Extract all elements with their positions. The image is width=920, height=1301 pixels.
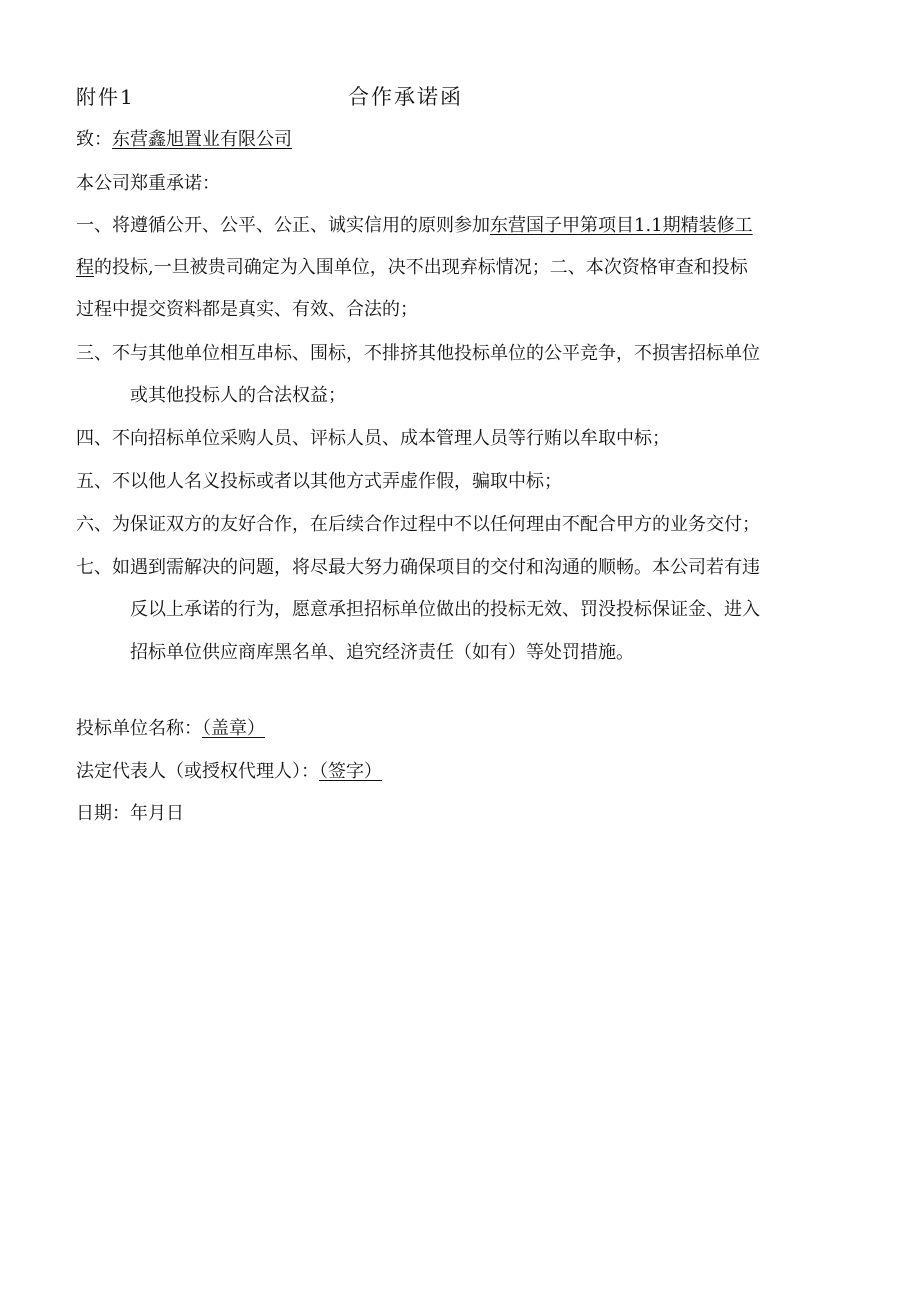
item-1-line-3: 过程中提交资料都是真实、有效、合法的； xyxy=(76,299,418,320)
item-7-line-2: 反以上承诺的行为，愿意承担招标单位做出的投标无效、罚没投标保证金、进入 xyxy=(130,599,760,620)
bidder-name-line xyxy=(76,717,265,741)
date-line: 日期：年月日 xyxy=(76,803,184,824)
item-1-line-1 xyxy=(76,214,753,238)
project-name: 东营国子甲第项目1.1期精装修工 xyxy=(490,215,753,236)
item-3-line-1: 三、不与其他单位相互串标、围标，不排挤其他投标单位的公平竞争，不损害招标单位 xyxy=(76,343,760,364)
attachment-label: 附件1 xyxy=(76,85,135,109)
representative-line xyxy=(76,760,382,784)
item-1-text: 一、将遵循公开、公平、公正、诚实信用的原则参加 xyxy=(76,215,490,236)
item-4-line: 四、不向招标单位采购人员、评标人员、成本管理人员等行贿以牟取中标； xyxy=(76,428,670,449)
item-6-line: 六、为保证双方的友好合作，在后续合作过程中不以任何理由不配合甲方的业务交付； xyxy=(76,514,760,535)
document-title: 合作承诺函 xyxy=(348,85,463,109)
representative-label: 法定代表人（或授权代理人）： xyxy=(76,761,319,782)
representative-signature-field: （签字） xyxy=(319,761,382,782)
item-7-line-1: 七、如遇到需解决的问题，将尽最大努力确保项目的交付和沟通的顺畅。本公司若有违 xyxy=(76,557,760,578)
attachment-label-row xyxy=(76,85,135,111)
addressee-prefix: 致： xyxy=(76,129,112,150)
item-1-line-2 xyxy=(76,256,748,280)
bidder-name-label: 投标单位名称： xyxy=(76,718,202,739)
addressee-company: 东营鑫旭置业有限公司 xyxy=(112,129,292,150)
intro-line: 本公司郑重承诺： xyxy=(76,173,220,194)
item-7-line-3: 招标单位供应商库黑名单、追究经济责任（如有）等处罚措施。 xyxy=(130,642,634,663)
item-3-line-2: 或其他投标人的合法权益； xyxy=(130,385,346,406)
bidder-seal-field: （盖章） xyxy=(202,718,265,739)
addressee-line xyxy=(76,128,292,152)
project-name-continued: 程 xyxy=(76,257,94,278)
item-1-text-continued: 的投标,一旦被贵司确定为入围单位，决不出现弃标情况；二、本次资格审查和投标 xyxy=(94,257,748,278)
item-5-line: 五、不以他人名义投标或者以其他方式弄虚作假，骗取中标； xyxy=(76,471,562,492)
